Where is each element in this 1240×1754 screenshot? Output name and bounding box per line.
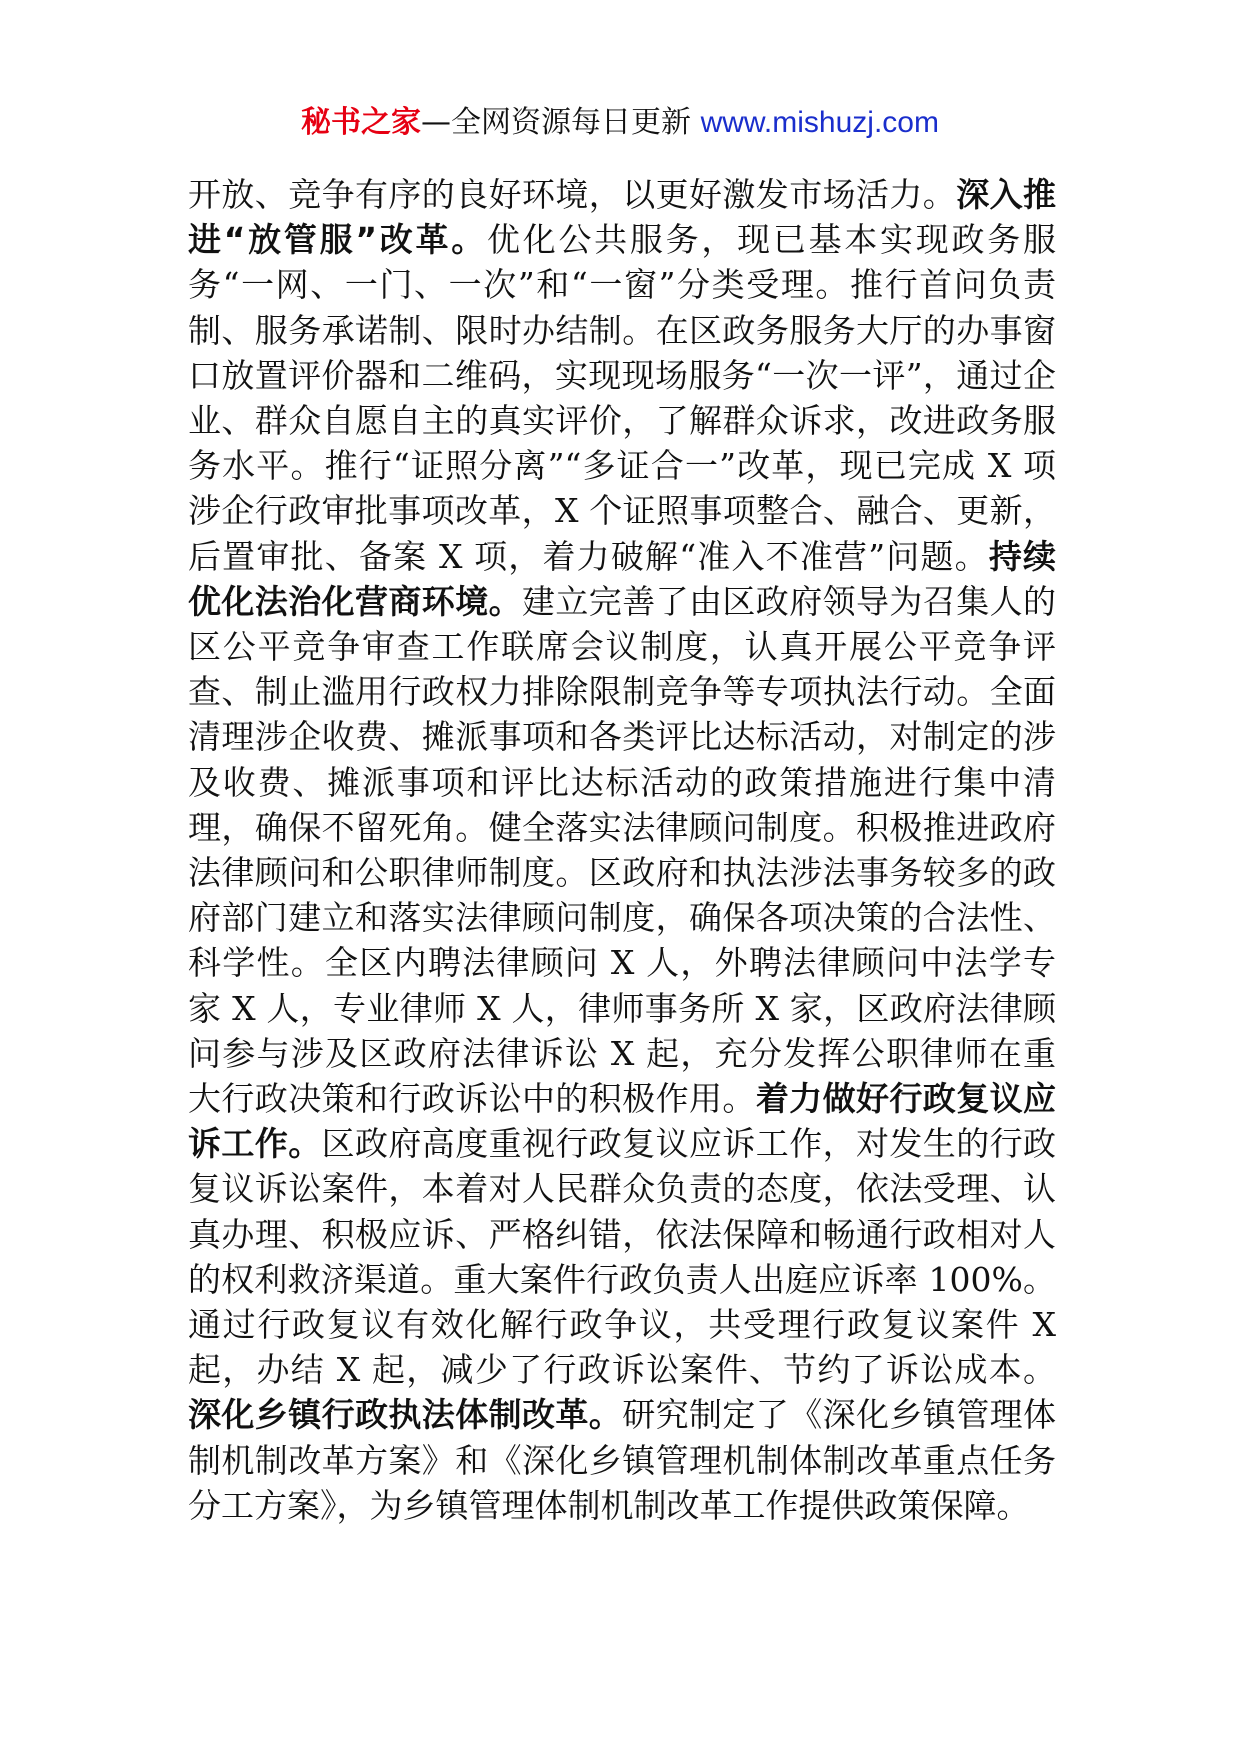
- site-slogan: —全网资源每日更新: [421, 105, 701, 140]
- site-brand: 秘书之家: [301, 105, 422, 140]
- bold-heading: 持续优化法治化营商环境。: [188, 536, 1056, 621]
- text-run: 开放、竞争有序的良好环境，以更好激发市场活力。: [188, 175, 957, 214]
- text-run: 建立完善了由区政府领导为召集人的区公平竞争审查工作联席会议制度，认真开展公平竞争评查、制止滥用行政权力排除限制竞争等专项执法行动。全面清理涉企收费、摊派事项和各类评比达标活动，对制定的涉及收费、摊派事项和评比达标活动的政策措施进行集中清理，确保不留死角。健全落实法律顾问制度。积极推进政府法律顾问和公职律师制度。区政府和执法涉法事务较多的政府部门建立和落实法律顾问制度，确保各项决策的合法性、科学性。全区内聘法律顾问 X 人，外聘法律顾问中法学专家 X 人，专业律师 X 人，律师事务所 X 家，区政府法律顾问参与涉及区政府法律诉讼 X 起，充分发挥公职律师在重大行政决策和行政诉讼中的积极作用。: [188, 581, 1057, 1119]
- bold-heading: 深化乡镇行政执法体制改革。: [188, 1395, 623, 1435]
- bold-heading: 深入推进“放管服”改革。: [188, 175, 1057, 260]
- site-url[interactable]: www.mishuzj.com: [700, 106, 939, 139]
- body-paragraph: [188, 172, 1056, 1528]
- text-run: 区政府高度重视行政复议应诉工作，对发生的行政复议诉讼案件，本着对人民群众负责的态度，依法受理、认真办理、积极应诉、严格纠错，依法保障和畅通行政相对人的权利救济渠道。重大案件行政负责人出庭应诉率 100%。通过行政复议有效化解行政争议，共受理行政复议案件 X 起，办结 X 起，减少了行政诉讼案件、节约了诉讼成本。: [188, 1124, 1057, 1390]
- page-header: [0, 100, 1240, 146]
- text-run: 研究制定了《深化乡镇管理体制机制改革方案》和《深化乡镇管理机制体制改革重点任务分工方案》，为乡镇管理体制机制改革工作提供政策保障。: [188, 1395, 1057, 1525]
- text-run: 优化公共服务，现已基本实现政务服务“一网、一门、一次”和“一窗”分类受理。推行首问负责制、服务承诺制、限时办结制。在区政务服务大厅的办事窗口放置评价器和二维码，实现现场服务“一次一评”，通过企业、群众自愿自主的真实评价，了解群众诉求，改进政务服务水平。推行“证照分离”“多证合一”改革，现已完成 X 项涉企行政审批事项改革，X 个证照事项整合、融合、更新，后置审批、备案 X 项，着力破解“准入不准营”问题。: [188, 220, 1056, 576]
- bold-heading: 着力做好行政复议应诉工作。: [188, 1079, 1057, 1164]
- document-body: [188, 172, 1056, 1528]
